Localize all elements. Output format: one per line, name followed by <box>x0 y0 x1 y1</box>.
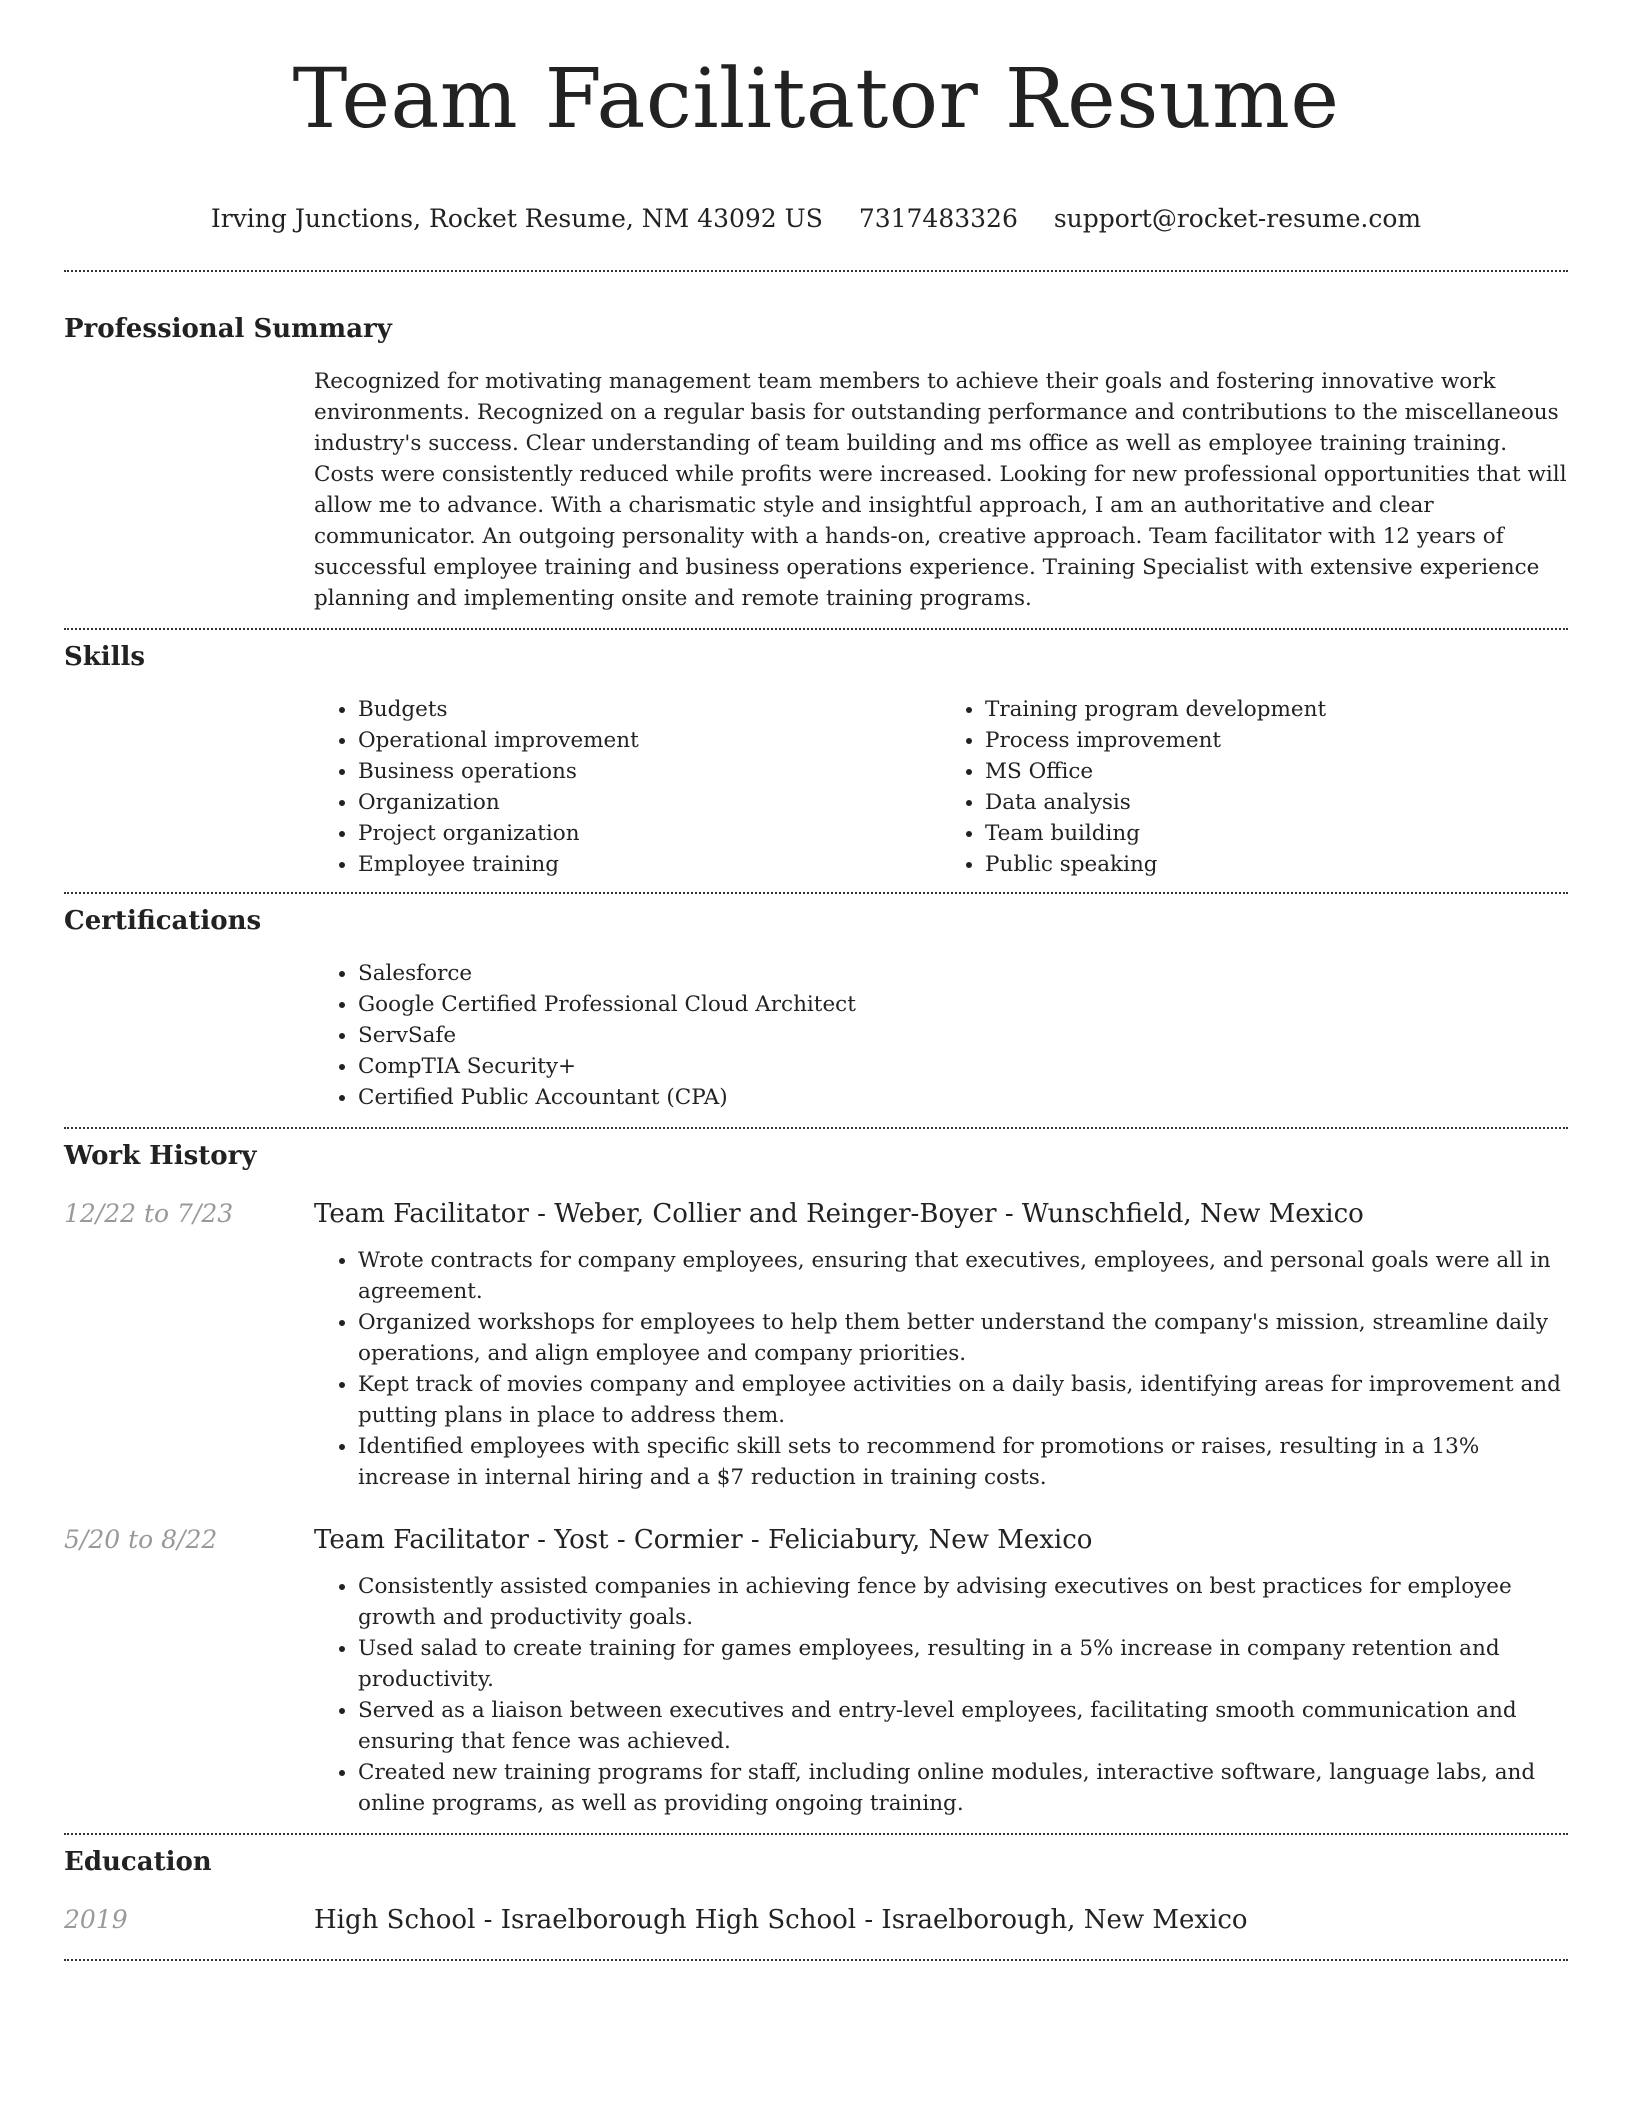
resume-title: Team Facilitator Resume <box>292 52 1340 147</box>
skill-item: • Organization <box>358 787 941 818</box>
job-role: Team Facilitator <box>314 1199 529 1229</box>
divider <box>64 1959 1568 1961</box>
education-degree: High School <box>314 1905 476 1935</box>
education-school: - Israelborough High School - Israelborough, New Mexico <box>475 1905 1248 1935</box>
skill-item: • Project organization <box>358 818 941 849</box>
skill-item: • Data analysis <box>985 787 1568 818</box>
certifications-body <box>314 958 1568 1113</box>
section-heading-skills: Skills <box>64 642 146 672</box>
education-entry <box>64 1903 1568 1937</box>
job-entry <box>64 1197 1568 1493</box>
skill-item: • MS Office <box>985 756 1568 787</box>
job-body <box>314 1245 1568 1493</box>
skills-list-right <box>941 694 1568 880</box>
job-entry <box>64 1523 1568 1819</box>
job-bullet: • Served as a liaison between executives and entry-level employees, facilitating smooth communication and ensuring that fence was achieved. <box>358 1695 1568 1757</box>
job-bullet: • Used salad to create training for games employees, resulting in a 5% increase in company retention and productivity. <box>358 1633 1568 1695</box>
education-section <box>64 1835 1568 1937</box>
job-bullet: • Wrote contracts for company employees, ensuring that executives, employees, and personal goals were all in agreement. <box>358 1245 1568 1307</box>
skill-item: • Training program development <box>985 694 1568 725</box>
contact-email: support@rocket-resume.com <box>1053 204 1422 233</box>
skill-item: • Business operations <box>358 756 941 787</box>
skill-item: • Operational improvement <box>358 725 941 756</box>
job-body <box>314 1571 1568 1819</box>
job-heading <box>314 1197 1568 1231</box>
certification-item: • Certified Public Accountant (CPA) <box>358 1082 1568 1113</box>
skill-item: • Employee training <box>358 849 941 880</box>
summary-body <box>314 366 1568 614</box>
job-bullet: • Organized workshops for employees to help them better understand the company's mission, streamline daily operations, and align employee and company priorities. <box>358 1307 1568 1369</box>
contact-address: Irving Junctions, Rocket Resume, NM 43092 US <box>210 204 823 233</box>
work-history-section <box>64 1129 1568 1819</box>
job-bullets <box>314 1571 1568 1819</box>
skills-list-left <box>314 694 941 880</box>
certification-item: • Google Certified Professional Cloud Architect <box>358 989 1568 1020</box>
certification-item: • ServSafe <box>358 1020 1568 1051</box>
skill-item: • Budgets <box>358 694 941 725</box>
job-bullet: • Kept track of movies company and employee activities on a daily basis, identifying areas for improvement and putting plans in place to address them. <box>358 1369 1568 1431</box>
section-heading-certifications: Certifications <box>64 906 262 936</box>
skill-item: • Process improvement <box>985 725 1568 756</box>
certification-item: • Salesforce <box>358 958 1568 989</box>
section-heading-education: Education <box>64 1847 212 1877</box>
job-bullet: • Consistently assisted companies in achieving fence by advising executives on best practices for employee growth and productivity goals. <box>358 1571 1568 1633</box>
job-dates: 5/20 to 8/22 <box>64 1525 218 1554</box>
section-heading-work-history: Work History <box>64 1141 257 1171</box>
section-heading-summary: Professional Summary <box>64 314 392 344</box>
job-role: Team Facilitator <box>314 1525 529 1555</box>
job-bullet: • Identified employees with specific skill sets to recommend for promotions or raises, resulting in a 13% increase in internal hiring and a $7 reduction in training costs. <box>358 1431 1568 1493</box>
summary-text: Recognized for motivating management team members to achieve their goals and fostering innovative work environments. Recognized on a regular basis for outstanding performance and contributions to the miscellaneous industry's success. Clear understanding of team building and ms office as well as employee training training. Costs were consistently reduced while profits were increased. Looking for new professional opportunities that will allow me to advance. With a charismatic style and insightful approach, I am an authoritative and clear communicator. An outgoing personality with a hands-on, creative approach. Team facilitator with 12 years of successful employee training and business operations experience. Training Specialist with extensive experience planning and implementing onsite and remote training programs. <box>314 369 1567 611</box>
job-bullet: • Created new training programs for staff, including online modules, interactive software, language labs, and online programs, as well as providing ongoing training. <box>358 1757 1568 1819</box>
job-dates: 12/22 to 7/23 <box>64 1199 234 1228</box>
skill-item: • Public speaking <box>985 849 1568 880</box>
job-bullets <box>314 1245 1568 1493</box>
education-heading <box>314 1903 1568 1937</box>
skills-grid <box>314 694 1568 880</box>
job-heading <box>314 1523 1568 1557</box>
contact-info <box>64 202 1568 236</box>
education-year: 2019 <box>64 1905 128 1934</box>
certifications-section <box>64 894 1568 1113</box>
skill-item: • Team building <box>985 818 1568 849</box>
summary-section <box>64 272 1568 614</box>
job-company: - Weber, Collier and Reinger-Boyer - Wunschfield, New Mexico <box>528 1199 1364 1229</box>
certification-item: • CompTIA Security+ <box>358 1051 1568 1082</box>
certifications-list <box>314 958 1568 1113</box>
skills-section <box>64 630 1568 880</box>
contact-phone: 7317483326 <box>858 204 1018 233</box>
resume-page <box>64 0 1568 1961</box>
job-company: - Yost - Cormier - Feliciabury, New Mexico <box>528 1525 1093 1555</box>
